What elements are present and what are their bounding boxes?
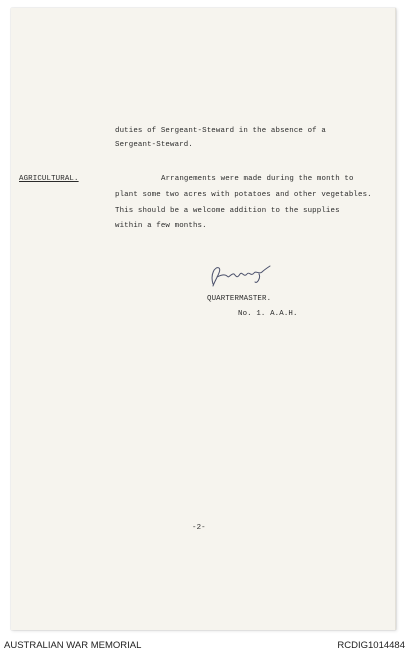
footer-record-id: RCDIG1014484 xyxy=(337,640,405,651)
footer-archive-name: AUSTRALIAN WAR MEMORIAL xyxy=(4,640,142,651)
page-number: -2- xyxy=(192,524,206,532)
section-heading: AGRICULTURAL. xyxy=(19,175,79,183)
body-line-2: Sergeant-Steward. xyxy=(115,141,193,149)
body-line-1: duties of Sergeant-Steward in the absence of a xyxy=(115,127,326,135)
handwritten-signature xyxy=(207,260,277,290)
signature-unit: No. 1. A.A.H. xyxy=(238,310,298,318)
signature-role: QUARTERMASTER. xyxy=(207,295,272,303)
paragraph-line-3: This should be a welcome addition to the supplies xyxy=(115,207,340,215)
paragraph-line-4: within a few months. xyxy=(115,222,207,230)
paragraph-line-1: Arrangements were made during the month to xyxy=(161,175,354,183)
document-sheet xyxy=(11,8,396,630)
paragraph-line-2: plant some two acres with potatoes and other vegetables. xyxy=(115,191,372,199)
